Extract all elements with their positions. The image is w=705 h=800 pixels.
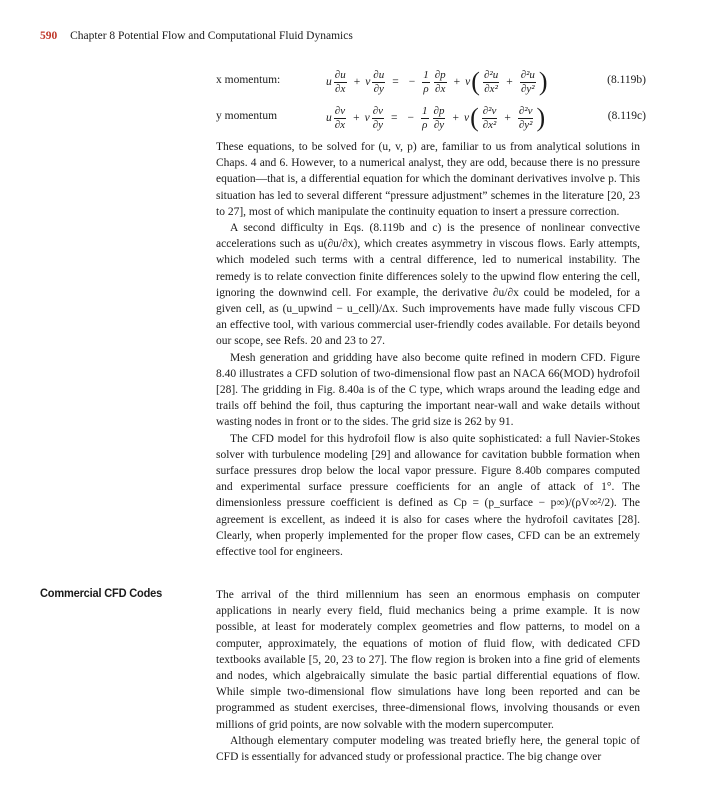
equation-label: x momentum: <box>216 74 281 86</box>
page-number: 590 <box>40 30 58 42</box>
body-text-section-1 <box>216 139 640 560</box>
chapter-title: Chapter 8 Potential Flow and Computational Fluid Dynamics <box>70 30 353 42</box>
equation-label: y momentum <box>216 110 278 122</box>
equation-number: (8.119b) <box>607 74 646 86</box>
paragraph: The arrival of the third millennium has seen an enormous emphasis on computer applications in nearly every field, fluid mechanics being a prime example. It is now possible, at least for moderately complex geometries and flow patterns, to model on a computer, approximately, the equations of motion of fluid flow, with dedicated CFD textbooks available [5, 20, 23 to 27]. The flow region is broken into a fine grid of elements and nodes, which algebraically simulate the basic partial differential equations of flow. While simple two-dimensional flow simulations have long been reported and can be programmed as student exercises, three-dimensional flows, involving thousands or even millions of grid points, are now solvable with the modern supercomputer. <box>216 589 640 731</box>
equation-body: u $\frac{\partial u}{\partial x}$ + v $\frac{\partial u}{\partial y}$ = − $\frac{1}{\rho}$ $\frac{\partial p}{\partial x}$ + ν ( $\frac{\text{∂²u}}{\text{∂x²}}$ + $\frac{\text{∂²u}}{\text{∂y²}}$ ) <box>326 67 548 96</box>
paragraph: Although elementary computer modeling was treated briefly here, the general topic of CFD is essentially for advanced study or professional practice. The big change over <box>216 734 640 764</box>
page-header <box>40 30 353 42</box>
paragraph: A second difficulty in Eqs. (8.119b and c) is the presence of nonlinear convective accelerations such as u(∂u/∂x), which creates asymmetry in viscous flows. Early attempts, which modeled such terms with a central difference, led to numerical instability. The remedy is to relate convection finite differences solely to the upwind flow entering the cell, ignoring the downwind cell. For example, the derivative ∂u/∂x could be modeled, for a given cell, as (u_upwind − u_cell)/Δx. Such improvements have made fully viscous CFD an effective tool, with various commercial user-friendly codes available. For details beyond our scope, see Refs. 20 and 23 to 27. <box>216 222 640 348</box>
equation-x-momentum <box>216 62 646 102</box>
equation-body: u $\frac{\partial v}{\partial x}$ + v $\frac{\partial v}{\partial y}$ = − $\frac{1}{\rho}$ $\frac{\partial p}{\partial y}$ + ν ( $\frac{\text{∂²v}}{\text{∂x²}}$ + $\frac{\text{∂²v}}{\text{∂y²}}$ ) <box>326 103 546 132</box>
body-text-section-2 <box>216 587 640 765</box>
paragraph: Mesh generation and gridding have also become quite refined in modern CFD. Figure 8.40 illustrates a CFD solution of two-dimensional flow past an NACA 66(MOD) hydrofoil [28]. The gridding in Fig. 8.40a is of the C type, which wraps around the leading edge and trails off behind the foil, thus capturing the important near-wall and wake details without wasting nodes in front or to the sides. The grid size is 262 by 91. <box>216 351 640 429</box>
paragraph: These equations, to be solved for (u, v, p) are, familiar to us from analytical solutions in Chaps. 4 and 6. However, to a numerical analyst, they are odd, because there is no pressure equation—that is, a differential equation for which the dominant derivatives involve p. This situation has led to several different “pressure adjustment” schemes in the literature [20, 23 to 27], most of which manipulate the continuity equation to insert a pressure correction. <box>216 141 640 218</box>
equation-y-momentum <box>216 98 646 138</box>
paragraph: The CFD model for this hydrofoil flow is also quite sophisticated: a full Navier-Stokes solver with turbulence modeling [29] and allowance for cavitation bubble formation when surface pressures drop below the local vapor pressure. Figure 8.40b compares computed and experimental surface pressure coefficients for an angle of attack of 1°. The dimensionless pressure coefficient is defined as Cp = (p_surface − p∞)/(ρV∞²/2). The agreement is excellent, as indeed it is also for cases where the hydrofoil cavitates [28]. Clearly, when properly implemented for the proper flow cases, CFD can be an extremely effective tool for engineers. <box>216 432 640 559</box>
equation-number: (8.119c) <box>607 110 646 122</box>
section-heading: Commercial CFD Codes <box>40 586 163 600</box>
